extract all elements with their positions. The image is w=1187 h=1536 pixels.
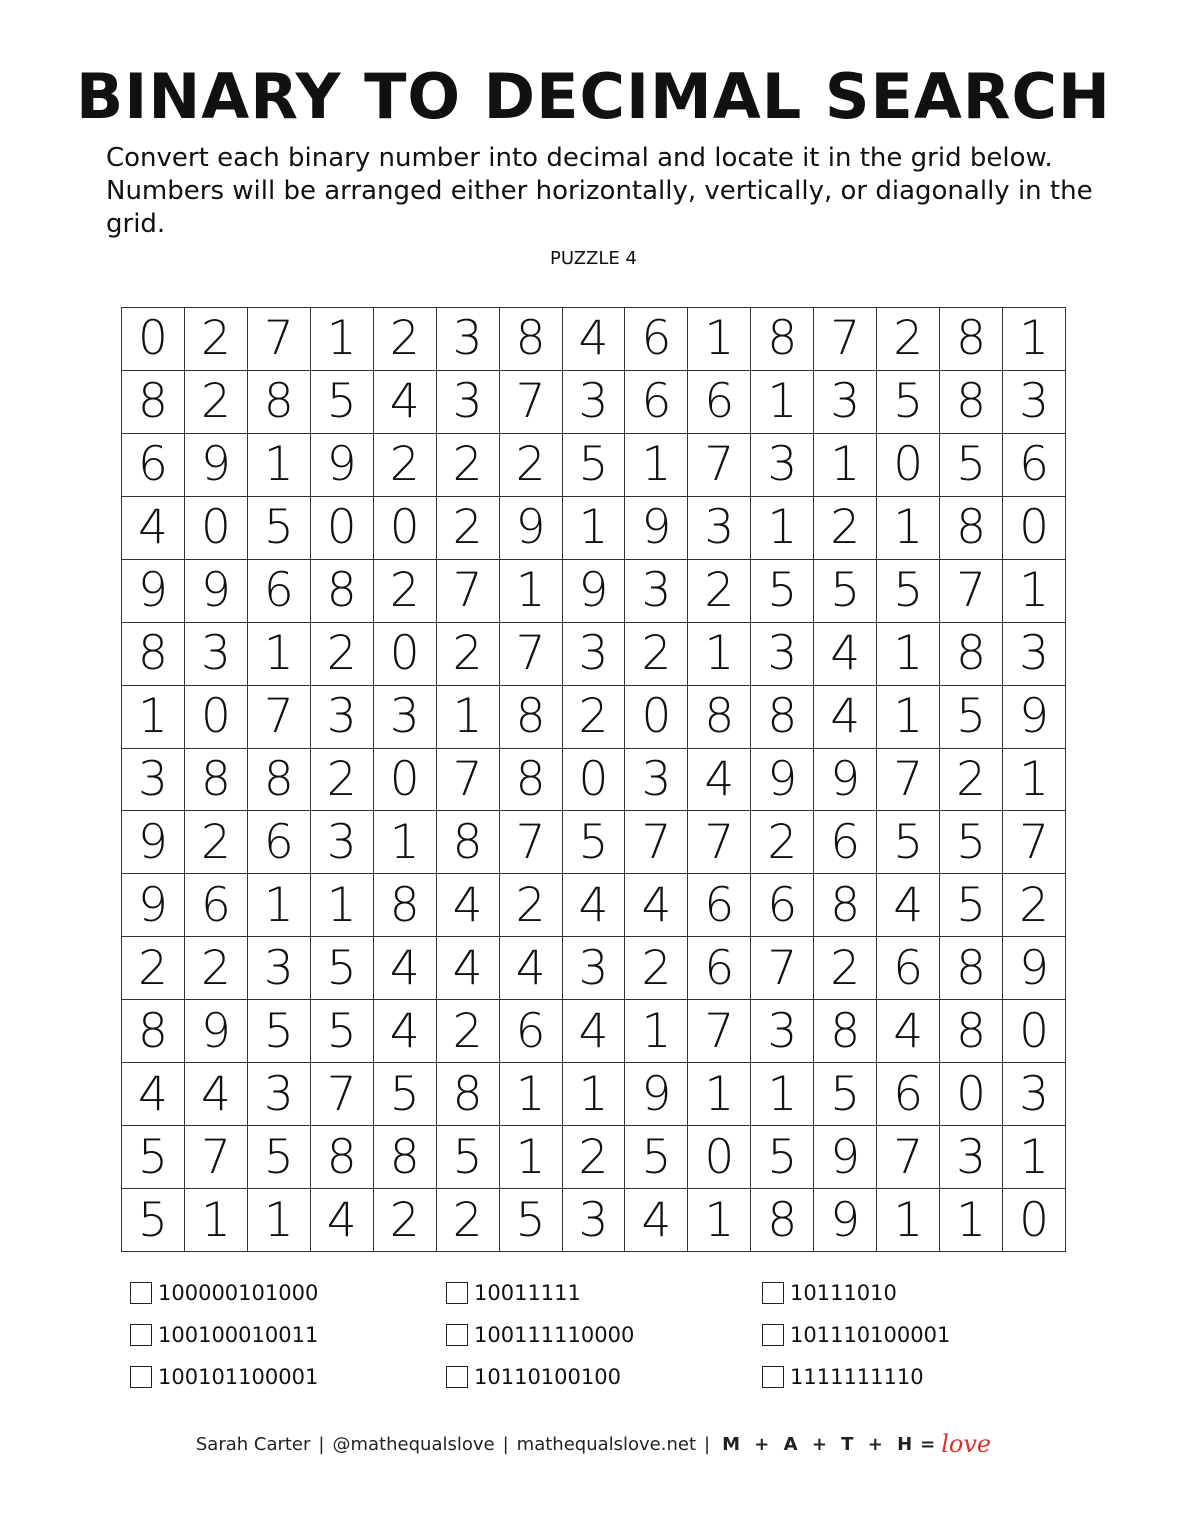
grid-cell: 2 xyxy=(311,623,374,686)
grid-cell: 1 xyxy=(814,434,877,497)
grid-cell: 8 xyxy=(751,308,814,371)
grid-cell: 7 xyxy=(500,371,563,434)
grid-cell: 9 xyxy=(625,1063,688,1126)
grid-cell: 1 xyxy=(185,1189,248,1252)
grid-cell: 3 xyxy=(751,623,814,686)
grid-cell: 2 xyxy=(437,497,500,560)
grid-cell: 7 xyxy=(688,434,751,497)
grid-cell: 8 xyxy=(374,874,437,937)
grid-cell: 9 xyxy=(563,560,626,623)
grid-cell: 8 xyxy=(248,749,311,812)
grid-cell: 1 xyxy=(625,434,688,497)
grid-cell: 5 xyxy=(248,497,311,560)
brand-logo-text: M + A + T + H xyxy=(722,1433,917,1455)
checkbox[interactable] xyxy=(446,1324,468,1346)
brand-love-script: love xyxy=(941,1430,992,1458)
grid-cell: 2 xyxy=(311,749,374,812)
grid-cell: 1 xyxy=(688,1063,751,1126)
footer-author: Sarah Carter xyxy=(195,1433,311,1455)
number-search-grid xyxy=(121,307,1066,1252)
grid-cell: 4 xyxy=(500,937,563,1000)
grid-cell: 9 xyxy=(122,560,185,623)
footer-separator: | xyxy=(318,1433,325,1455)
grid-cell: 7 xyxy=(1003,811,1066,874)
grid-cell: 7 xyxy=(751,937,814,1000)
grid-cell: 5 xyxy=(940,434,1003,497)
word-label: 1111111110 xyxy=(790,1365,924,1389)
grid-cell: 4 xyxy=(625,874,688,937)
grid-cell: 5 xyxy=(625,1126,688,1189)
grid-cell: 8 xyxy=(814,874,877,937)
grid-cell: 6 xyxy=(814,811,877,874)
grid-cell: 9 xyxy=(185,560,248,623)
grid-cell: 4 xyxy=(877,874,940,937)
grid-cell: 5 xyxy=(940,811,1003,874)
grid-cell: 1 xyxy=(248,1189,311,1252)
grid-cell: 4 xyxy=(122,497,185,560)
grid-cell: 7 xyxy=(814,308,877,371)
grid-cell: 5 xyxy=(814,1063,877,1126)
grid-cell: 8 xyxy=(122,623,185,686)
grid-cell: 1 xyxy=(500,1063,563,1126)
grid-cell: 5 xyxy=(751,1126,814,1189)
grid-cell: 7 xyxy=(688,811,751,874)
grid-cell: 2 xyxy=(1003,874,1066,937)
grid-cell: 1 xyxy=(437,686,500,749)
grid-cell: 2 xyxy=(500,874,563,937)
grid-cell: 4 xyxy=(437,874,500,937)
grid-cell: 6 xyxy=(877,937,940,1000)
page-title: BINARY TO DECIMAL SEARCH xyxy=(76,60,1111,133)
grid-cell: 9 xyxy=(311,434,374,497)
grid-cell: 8 xyxy=(940,308,1003,371)
grid-cell: 5 xyxy=(500,1189,563,1252)
grid-cell: 5 xyxy=(311,371,374,434)
grid-cell: 3 xyxy=(625,749,688,812)
grid-cell: 4 xyxy=(563,874,626,937)
grid-cell: 1 xyxy=(500,560,563,623)
grid-cell: 5 xyxy=(877,371,940,434)
grid-cell: 7 xyxy=(688,1000,751,1063)
grid-cell: 7 xyxy=(248,686,311,749)
grid-cell: 2 xyxy=(374,308,437,371)
grid-cell: 3 xyxy=(1003,371,1066,434)
grid-cell: 4 xyxy=(311,1189,374,1252)
grid-cell: 1 xyxy=(311,874,374,937)
grid-cell: 8 xyxy=(751,1189,814,1252)
grid-cell: 3 xyxy=(563,623,626,686)
grid-cell: 1 xyxy=(563,497,626,560)
grid-cell: 3 xyxy=(688,497,751,560)
grid-cell: 8 xyxy=(248,371,311,434)
grid-cell: 2 xyxy=(814,937,877,1000)
grid-cell: 6 xyxy=(688,371,751,434)
checkbox[interactable] xyxy=(446,1366,468,1388)
grid-cell: 1 xyxy=(1003,749,1066,812)
checkbox[interactable] xyxy=(130,1282,152,1304)
grid-cell: 0 xyxy=(374,749,437,812)
grid-cell: 0 xyxy=(563,749,626,812)
grid-cell: 9 xyxy=(1003,937,1066,1000)
grid-cell: 1 xyxy=(877,623,940,686)
grid-cell: 6 xyxy=(248,811,311,874)
grid-cell: 5 xyxy=(751,560,814,623)
word-label: 10110100100 xyxy=(474,1365,621,1389)
grid-cell: 5 xyxy=(374,1063,437,1126)
grid-cell: 0 xyxy=(877,434,940,497)
word-list-item xyxy=(130,1356,446,1398)
grid-cell: 1 xyxy=(248,874,311,937)
footer-separator: | xyxy=(704,1433,711,1455)
grid-cell: 3 xyxy=(311,686,374,749)
grid-cell: 4 xyxy=(122,1063,185,1126)
puzzle-label: PUZZLE 4 xyxy=(550,248,637,269)
grid-cell: 6 xyxy=(625,308,688,371)
grid-cell: 5 xyxy=(122,1189,185,1252)
grid-cell: 8 xyxy=(374,1126,437,1189)
grid-cell: 9 xyxy=(814,1189,877,1252)
grid-cell: 4 xyxy=(563,1000,626,1063)
grid-cell: 2 xyxy=(374,434,437,497)
grid-cell: 9 xyxy=(185,1000,248,1063)
grid-cell: 7 xyxy=(877,749,940,812)
grid-cell: 9 xyxy=(814,749,877,812)
grid-cell: 2 xyxy=(563,686,626,749)
grid-cell: 1 xyxy=(1003,308,1066,371)
grid-cell: 5 xyxy=(248,1126,311,1189)
grid-cell: 1 xyxy=(1003,560,1066,623)
word-list-item xyxy=(762,1314,1078,1356)
word-label: 10011111 xyxy=(474,1281,581,1305)
grid-cell: 8 xyxy=(185,749,248,812)
grid-cell: 1 xyxy=(751,497,814,560)
word-list-item xyxy=(446,1356,762,1398)
checkbox[interactable] xyxy=(446,1282,468,1304)
grid-cell: 6 xyxy=(185,874,248,937)
grid-cell: 8 xyxy=(940,937,1003,1000)
grid-cell: 3 xyxy=(122,749,185,812)
grid-cell: 8 xyxy=(437,1063,500,1126)
grid-cell: 4 xyxy=(625,1189,688,1252)
grid-cell: 1 xyxy=(625,1000,688,1063)
grid-cell: 2 xyxy=(625,623,688,686)
grid-cell: 5 xyxy=(248,1000,311,1063)
grid-cell: 1 xyxy=(877,686,940,749)
grid-cell: 8 xyxy=(814,1000,877,1063)
grid-cell: 2 xyxy=(437,1000,500,1063)
word-list-item xyxy=(446,1272,762,1314)
word-list-item xyxy=(762,1356,1078,1398)
grid-cell: 0 xyxy=(374,497,437,560)
grid-cell: 8 xyxy=(500,749,563,812)
grid-cell: 9 xyxy=(751,749,814,812)
grid-cell: 9 xyxy=(122,874,185,937)
grid-cell: 0 xyxy=(185,497,248,560)
grid-cell: 1 xyxy=(940,1189,1003,1252)
grid-cell: 5 xyxy=(311,1000,374,1063)
grid-cell: 7 xyxy=(437,560,500,623)
word-label: 100111110000 xyxy=(474,1323,635,1347)
grid-cell: 3 xyxy=(751,434,814,497)
grid-cell: 1 xyxy=(374,811,437,874)
grid-cell: 2 xyxy=(437,434,500,497)
grid-cell: 3 xyxy=(248,1063,311,1126)
word-list-item xyxy=(762,1272,1078,1314)
grid-cell: 9 xyxy=(625,497,688,560)
grid-cell: 0 xyxy=(625,686,688,749)
checkbox[interactable] xyxy=(130,1324,152,1346)
grid-cell: 9 xyxy=(814,1126,877,1189)
grid-cell: 4 xyxy=(688,749,751,812)
grid-cell: 3 xyxy=(563,937,626,1000)
grid-cell: 3 xyxy=(814,371,877,434)
grid-cell: 6 xyxy=(500,1000,563,1063)
footer-site: mathequalslove.net xyxy=(516,1433,697,1455)
grid-cell: 8 xyxy=(122,1000,185,1063)
grid-cell: 8 xyxy=(940,371,1003,434)
grid-cell: 1 xyxy=(248,623,311,686)
grid-cell: 3 xyxy=(940,1126,1003,1189)
grid-cell: 9 xyxy=(185,434,248,497)
grid-cell: 2 xyxy=(374,1189,437,1252)
grid-cell: 2 xyxy=(877,308,940,371)
checkbox[interactable] xyxy=(762,1366,784,1388)
word-list-item xyxy=(130,1272,446,1314)
grid-cell: 4 xyxy=(563,308,626,371)
grid-cell: 1 xyxy=(751,1063,814,1126)
grid-cell: 1 xyxy=(563,1063,626,1126)
grid-cell: 5 xyxy=(563,434,626,497)
grid-cell: 2 xyxy=(940,749,1003,812)
grid-cell: 7 xyxy=(877,1126,940,1189)
grid-cell: 7 xyxy=(940,560,1003,623)
grid-cell: 4 xyxy=(374,1000,437,1063)
grid-cell: 3 xyxy=(374,686,437,749)
grid-cell: 2 xyxy=(500,434,563,497)
grid-cell: 8 xyxy=(122,371,185,434)
grid-cell: 0 xyxy=(374,623,437,686)
word-label: 101110100001 xyxy=(790,1323,951,1347)
grid-cell: 5 xyxy=(814,560,877,623)
word-label: 100101100001 xyxy=(158,1365,319,1389)
grid-cell: 5 xyxy=(940,874,1003,937)
grid-cell: 3 xyxy=(248,937,311,1000)
grid-cell: 8 xyxy=(940,1000,1003,1063)
grid-cell: 3 xyxy=(1003,1063,1066,1126)
grid-cell: 8 xyxy=(688,686,751,749)
grid-cell: 2 xyxy=(374,560,437,623)
grid-cell: 8 xyxy=(500,686,563,749)
grid-cell: 6 xyxy=(625,371,688,434)
grid-cell: 9 xyxy=(122,811,185,874)
grid-cell: 2 xyxy=(185,371,248,434)
grid-cell: 5 xyxy=(311,937,374,1000)
grid-cell: 1 xyxy=(1003,1126,1066,1189)
grid-cell: 1 xyxy=(311,308,374,371)
grid-cell: 8 xyxy=(500,308,563,371)
grid-cell: 5 xyxy=(122,1126,185,1189)
grid-cell: 2 xyxy=(185,937,248,1000)
footer-separator: | xyxy=(502,1433,509,1455)
grid-cell: 2 xyxy=(437,623,500,686)
brand-equals: = xyxy=(920,1433,936,1455)
grid-cell: 5 xyxy=(877,811,940,874)
grid-cell: 5 xyxy=(940,686,1003,749)
checkbox[interactable] xyxy=(762,1282,784,1304)
grid-cell: 4 xyxy=(877,1000,940,1063)
grid-cell: 2 xyxy=(185,308,248,371)
grid-cell: 7 xyxy=(248,308,311,371)
checkbox[interactable] xyxy=(762,1324,784,1346)
grid-cell: 7 xyxy=(625,811,688,874)
grid-cell: 8 xyxy=(311,1126,374,1189)
grid-cell: 4 xyxy=(374,937,437,1000)
grid-cell: 3 xyxy=(185,623,248,686)
grid-cell: 1 xyxy=(122,686,185,749)
grid-cell: 6 xyxy=(688,874,751,937)
grid-cell: 3 xyxy=(751,1000,814,1063)
grid-cell: 0 xyxy=(1003,497,1066,560)
word-label: 10111010 xyxy=(790,1281,897,1305)
grid-cell: 4 xyxy=(814,623,877,686)
grid-cell: 2 xyxy=(437,1189,500,1252)
grid-cell: 7 xyxy=(500,623,563,686)
grid-cell: 6 xyxy=(688,937,751,1000)
grid-cell: 7 xyxy=(437,749,500,812)
word-label: 100100010011 xyxy=(158,1323,319,1347)
checkbox[interactable] xyxy=(130,1366,152,1388)
grid-cell: 3 xyxy=(563,371,626,434)
grid-cell: 2 xyxy=(688,560,751,623)
grid-cell: 3 xyxy=(437,371,500,434)
grid-cell: 2 xyxy=(625,937,688,1000)
grid-cell: 8 xyxy=(311,560,374,623)
grid-cell: 2 xyxy=(122,937,185,1000)
grid-cell: 7 xyxy=(311,1063,374,1126)
grid-cell: 4 xyxy=(185,1063,248,1126)
footer xyxy=(0,1430,1187,1458)
grid-cell: 7 xyxy=(185,1126,248,1189)
grid-cell: 2 xyxy=(185,811,248,874)
footer-handle: @mathequalslove xyxy=(332,1433,495,1455)
word-list-item xyxy=(446,1314,762,1356)
grid-cell: 1 xyxy=(688,308,751,371)
grid-cell: 4 xyxy=(814,686,877,749)
grid-cell: 1 xyxy=(688,1189,751,1252)
grid-cell: 6 xyxy=(1003,434,1066,497)
grid-cell: 2 xyxy=(563,1126,626,1189)
grid-cell: 8 xyxy=(437,811,500,874)
word-label: 100000101000 xyxy=(158,1281,319,1305)
grid-cell: 0 xyxy=(311,497,374,560)
grid-cell: 3 xyxy=(311,811,374,874)
grid-cell: 3 xyxy=(625,560,688,623)
grid-cell: 3 xyxy=(563,1189,626,1252)
grid-cell: 5 xyxy=(437,1126,500,1189)
binary-word-list xyxy=(130,1272,1090,1398)
grid-cell: 3 xyxy=(437,308,500,371)
grid-cell: 1 xyxy=(500,1126,563,1189)
grid-cell: 8 xyxy=(940,497,1003,560)
grid-cell: 1 xyxy=(248,434,311,497)
grid-cell: 5 xyxy=(877,560,940,623)
grid-cell: 8 xyxy=(940,623,1003,686)
word-list-item xyxy=(130,1314,446,1356)
grid-cell: 5 xyxy=(563,811,626,874)
grid-cell: 2 xyxy=(751,811,814,874)
grid-cell: 9 xyxy=(1003,686,1066,749)
grid-cell: 4 xyxy=(437,937,500,1000)
grid-cell: 9 xyxy=(500,497,563,560)
grid-cell: 0 xyxy=(122,308,185,371)
grid-cell: 3 xyxy=(1003,623,1066,686)
grid-cell: 6 xyxy=(751,874,814,937)
grid-cell: 8 xyxy=(751,686,814,749)
grid-cell: 1 xyxy=(688,623,751,686)
grid-cell: 0 xyxy=(1003,1189,1066,1252)
instructions-text: Convert each binary number into decimal and locate it in the grid below. Numbers will be arranged either horizontally, vertically, or diagonally in the grid. xyxy=(106,143,1093,239)
grid-cell: 4 xyxy=(374,371,437,434)
grid-cell: 6 xyxy=(248,560,311,623)
grid-cell: 6 xyxy=(122,434,185,497)
grid-cell: 1 xyxy=(877,497,940,560)
grid-cell: 2 xyxy=(814,497,877,560)
grid-cell: 0 xyxy=(1003,1000,1066,1063)
grid-cell: 0 xyxy=(688,1126,751,1189)
grid-cell: 6 xyxy=(877,1063,940,1126)
grid-cell: 1 xyxy=(751,371,814,434)
grid-cell: 1 xyxy=(877,1189,940,1252)
grid-cell: 0 xyxy=(185,686,248,749)
grid-cell: 0 xyxy=(940,1063,1003,1126)
grid-cell: 7 xyxy=(500,811,563,874)
